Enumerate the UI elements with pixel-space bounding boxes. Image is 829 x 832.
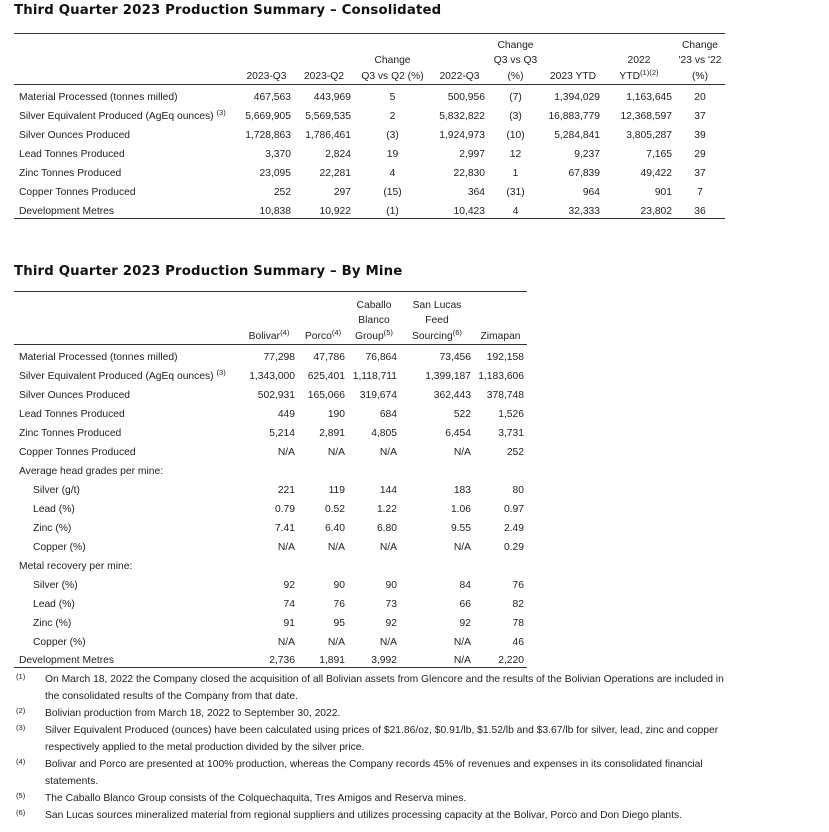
header-blank: [14, 292, 240, 345]
table-cell: 1,399,187: [425, 370, 471, 382]
table-cell: 2.49: [503, 522, 524, 534]
column-header-text: San Lucas: [412, 299, 462, 311]
row-label-text: Silver (g/t): [33, 484, 80, 496]
table-cell: (1): [386, 205, 399, 217]
table-cell: 119: [328, 484, 345, 496]
column-header-text: Feed: [425, 315, 449, 326]
row-label: [14, 104, 239, 123]
footnote-text: On March 18, 2022 the Company closed the acquisition of all Bolivian assets from Glencore and the results of the Bolivian Operations are included in the consolidated results of the Company from that date.: [45, 674, 724, 702]
table-cell: 9,237: [574, 148, 600, 160]
column-header-text: 2023-Q3: [246, 70, 287, 82]
table-row: [14, 123, 725, 142]
column-header-text: 2023-Q2: [303, 70, 345, 82]
table-cell: 3,992: [348, 649, 400, 668]
table-cell: 1,924,973: [439, 129, 485, 141]
table-row: [14, 161, 725, 180]
table-cell: 297: [333, 187, 351, 199]
column-header-text: Zimapan: [480, 330, 521, 342]
table-cell: 77,298: [263, 351, 295, 363]
row-label: [14, 383, 240, 402]
table-cell: 4: [512, 205, 519, 217]
table-cell: 7.41: [274, 522, 295, 534]
row-label-text: Silver Equivalent Produced (AgEq ounces): [19, 110, 214, 122]
footnote-ref: (6): [452, 327, 462, 337]
table-cell: 2,997: [459, 148, 485, 160]
footnote-text: Bolivar and Porco are presented at 100% production, whereas the Company records 45% of revenues and expenses in its consolidated financial statements.: [45, 759, 703, 787]
table-cell: [240, 554, 298, 573]
table-cell: N/A: [327, 541, 345, 553]
table-row: [14, 142, 725, 161]
row-label-text: Zinc (%): [33, 522, 72, 534]
table-cell: 0.52: [324, 503, 345, 515]
table-cell: 684: [379, 408, 397, 420]
table-cell: 76: [333, 598, 345, 610]
consolidated-title: Third Quarter 2023 Production Summary – Consolidated: [14, 3, 442, 18]
table-row: [14, 345, 527, 364]
table-cell: 901: [654, 187, 672, 199]
table-cell: 5,669,905: [245, 110, 291, 122]
table-cell: 80: [512, 484, 524, 496]
table-cell: (7): [509, 91, 522, 103]
footnote-mark: (3): [16, 723, 26, 732]
column-header-text: YTD: [619, 70, 641, 82]
row-label: [14, 85, 239, 104]
column-header-text: Group: [355, 330, 384, 342]
footnote-ref: (3): [216, 367, 226, 377]
table-cell: N/A: [327, 446, 345, 458]
row-label-text: Lead (%): [33, 503, 75, 515]
table-cell: N/A: [400, 649, 474, 668]
table-cell: 1,891: [298, 649, 348, 668]
table-cell: 37: [694, 110, 706, 122]
table-cell: [400, 459, 474, 478]
row-label-text: Copper Tonnes Produced: [19, 187, 136, 199]
table-cell: 364: [467, 187, 485, 199]
column-header: [431, 34, 488, 85]
table-cell: (31): [506, 187, 525, 199]
table-cell: 5: [389, 91, 396, 103]
footnote-mark: (6): [16, 808, 26, 817]
row-label: [14, 459, 240, 478]
row-label-text: Copper (%): [33, 541, 86, 553]
column-header: [488, 34, 543, 85]
footnote: [16, 790, 736, 807]
row-label: [14, 649, 240, 668]
header-blank: [14, 34, 239, 85]
column-header-text: Bolivar: [248, 330, 281, 342]
footnote-text: The Caballo Blanco Group consists of the Colquechaquita, Tres Amigos and Reserva mines.: [45, 793, 467, 804]
footnote-mark: (2): [16, 706, 26, 715]
table-cell: 1,118,711: [352, 370, 397, 382]
footnote-ref: (1)(2): [640, 67, 659, 77]
table-cell: [474, 459, 527, 478]
table-cell: 192,158: [486, 351, 524, 363]
table-cell: 10,423: [453, 205, 485, 217]
table-cell: 625,401: [307, 370, 345, 382]
row-label: [14, 535, 240, 554]
column-header-text: Porco: [304, 330, 332, 342]
table-cell: 29: [694, 148, 706, 160]
table-cell: N/A: [453, 541, 471, 553]
table-cell: N/A: [453, 446, 471, 458]
table-cell: 500,956: [447, 91, 485, 103]
table-cell: 90: [385, 579, 397, 591]
table-cell: 1,728,863: [245, 129, 291, 141]
by-mine-title: Third Quarter 2023 Production Summary – By Mine: [14, 264, 403, 279]
row-label-text: Silver Ounces Produced: [19, 129, 131, 141]
table-cell: 467,563: [253, 91, 291, 103]
table-row: [14, 180, 725, 199]
table-cell: 10,838: [259, 205, 291, 217]
row-label: [14, 180, 239, 199]
table-cell: 144: [379, 484, 397, 496]
footnote-mark: (1): [16, 672, 26, 681]
table-cell: N/A: [453, 636, 471, 648]
table-cell: 67,839: [568, 167, 600, 179]
table-cell: 36: [694, 205, 706, 217]
table-cell: N/A: [277, 446, 295, 458]
table-cell: 1,526: [498, 408, 524, 420]
table-cell: 66: [459, 598, 471, 610]
table-cell: 39: [694, 129, 706, 141]
row-label-text: Material Processed (tonnes milled): [19, 351, 178, 363]
column-header-text: 2023 YTD: [549, 70, 597, 82]
table-cell: 190: [327, 408, 345, 420]
row-label-text: Lead Tonnes Produced: [19, 148, 125, 160]
footnote: [16, 756, 736, 790]
row-label-text: Zinc (%): [33, 617, 72, 629]
row-label-text: Lead Tonnes Produced: [19, 408, 125, 420]
footnote-text: Silver Equivalent Produced (ounces) have been calculated using prices of $21.86/oz, $0.91/lb, $1.52/lb and $3.67/lb for silver, lead, zinc and copper respectively applied to the metal production divided by the silver price.: [45, 725, 719, 753]
table-cell: 12: [509, 148, 522, 160]
column-header-text: (%): [691, 70, 708, 82]
footnote: [16, 807, 736, 824]
table-row: [14, 535, 527, 554]
section-row: [14, 554, 527, 573]
table-cell: 252: [273, 187, 291, 199]
table-cell: 2,220: [474, 649, 527, 668]
row-label-text: Silver Equivalent Produced (AgEq ounces): [19, 370, 214, 382]
table-row: [14, 104, 725, 123]
footnotes: [16, 671, 736, 824]
table-cell: 23,095: [259, 167, 291, 179]
footnote-text: Bolivian production from March 18, 2022 to September 30, 2022.: [45, 708, 341, 719]
table-cell: 502,931: [257, 389, 295, 401]
table-cell: 23,802: [640, 205, 672, 217]
table-cell: 95: [333, 617, 345, 629]
footnote-ref: (5): [383, 327, 393, 337]
table-cell: N/A: [327, 636, 345, 648]
column-header-text: Q3 vs Q3: [493, 55, 538, 66]
row-label-text: Zinc Tonnes Produced: [19, 167, 122, 179]
row-label-text: Silver Ounces Produced: [19, 389, 131, 401]
table-cell: 16,883,779: [548, 110, 600, 122]
row-label-text: Development Metres: [19, 205, 114, 217]
table-cell: [240, 459, 298, 478]
row-label-text: Metal recovery per mine:: [19, 560, 133, 572]
table-cell: 1,786,461: [305, 129, 351, 141]
table-cell: (3): [386, 129, 399, 141]
table-cell: 2: [389, 110, 396, 122]
table-cell: 74: [283, 598, 295, 610]
column-header-text: (%): [507, 70, 524, 82]
row-label: [14, 364, 240, 383]
row-label: [14, 516, 240, 535]
row-label: [14, 592, 240, 611]
column-header: [348, 292, 400, 345]
footnote: [16, 671, 736, 705]
table-row: [14, 516, 527, 535]
table-cell: 82: [512, 598, 524, 610]
table-row: [14, 440, 527, 459]
row-label-text: Average head grades per mine:: [19, 465, 164, 477]
table-cell: 92: [283, 579, 295, 591]
table-row: [14, 364, 527, 383]
table-cell: 5,832,822: [439, 110, 485, 122]
row-label: [14, 630, 240, 649]
row-label-text: Copper (%): [33, 636, 86, 648]
table-cell: 0.97: [503, 503, 524, 515]
column-header: [400, 292, 474, 345]
column-header: [298, 292, 348, 345]
table-cell: 90: [333, 579, 345, 591]
table-cell: (10): [506, 129, 525, 141]
footnote-ref: (4): [331, 327, 342, 337]
row-label-text: Copper Tonnes Produced: [19, 446, 136, 458]
column-header-text: '23 vs '22: [678, 55, 722, 66]
header-row: [14, 34, 725, 85]
column-header: [294, 34, 354, 85]
table-cell: 449: [277, 408, 295, 420]
footnote-ref: (4): [280, 327, 290, 337]
table-cell: N/A: [277, 541, 295, 553]
table-cell: 9.55: [450, 522, 471, 534]
column-header-text: 2022: [627, 55, 651, 66]
row-label: [14, 142, 239, 161]
table-cell: 2,736: [240, 649, 298, 668]
table-cell: [400, 554, 474, 573]
table-cell: 1: [512, 167, 519, 179]
column-header: [543, 34, 603, 85]
row-label: [14, 161, 239, 180]
row-label: [14, 478, 240, 497]
table-cell: 4,805: [371, 427, 397, 439]
table-cell: 319,674: [359, 389, 397, 401]
footnote-ref: (3): [216, 107, 226, 117]
table-row: [14, 421, 527, 440]
table-cell: 91: [283, 617, 295, 629]
row-label-text: Silver (%): [33, 579, 78, 591]
table-cell: [474, 554, 527, 573]
column-header-text: Q3 vs Q2 (%): [361, 70, 424, 82]
column-header: [603, 34, 675, 85]
table-cell: 1,343,000: [249, 370, 295, 382]
table-cell: 0.29: [503, 541, 524, 553]
table-cell: N/A: [379, 541, 397, 553]
column-header: [675, 34, 725, 85]
row-label: [14, 345, 240, 364]
table-cell: 47,786: [313, 351, 345, 363]
table-cell: 165,066: [307, 389, 345, 401]
table-cell: 3,805,287: [626, 129, 672, 141]
row-label: [14, 611, 240, 630]
table-cell: 2,891: [319, 427, 345, 439]
section-row: [14, 459, 527, 478]
table-cell: 1,163,645: [626, 91, 672, 103]
column-header-text: Change: [497, 39, 534, 51]
row-label-text: Zinc Tonnes Produced: [19, 427, 122, 439]
table-cell: 252: [506, 446, 524, 458]
table-row: [14, 592, 527, 611]
table-cell: 378,748: [486, 389, 524, 401]
column-header: [474, 292, 527, 345]
table-row: [14, 630, 527, 649]
table-cell: [348, 554, 400, 573]
row-label: [14, 554, 240, 573]
column-header-text: Sourcing: [412, 330, 453, 342]
row-label: [14, 440, 240, 459]
column-header-text: 2022-Q3: [439, 70, 480, 82]
row-label: [14, 573, 240, 592]
table-cell: 221: [277, 484, 295, 496]
table-cell: N/A: [277, 636, 295, 648]
table-cell: 5,569,535: [305, 110, 351, 122]
row-label: [14, 199, 239, 218]
row-label: [14, 421, 240, 440]
table-row: [14, 383, 527, 402]
table-cell: 22,281: [319, 167, 351, 179]
table-cell: 362,443: [433, 389, 471, 401]
table-cell: 20: [694, 91, 706, 103]
table-row: [14, 649, 527, 668]
column-header: [239, 34, 294, 85]
column-header-text: Blanco: [358, 315, 390, 326]
consolidated-table: [14, 33, 725, 219]
table-cell: 183: [453, 484, 471, 496]
table-cell: 76,864: [365, 351, 397, 363]
table-cell: (3): [509, 110, 522, 122]
table-cell: 6.80: [376, 522, 397, 534]
table-cell: 964: [582, 187, 600, 199]
table-cell: 5,284,841: [554, 129, 600, 141]
table-cell: 6,454: [445, 427, 471, 439]
table-cell: 1,394,029: [554, 91, 600, 103]
footnote-text: San Lucas sources mineralized material from regional suppliers and utilizes processing capacity at the Bolivar, Porco and Don Diego plants.: [45, 810, 683, 821]
table-cell: 3,370: [265, 148, 291, 160]
by-mine-table: [14, 291, 527, 668]
table-cell: 22,830: [453, 167, 485, 179]
table-cell: 49,422: [640, 167, 672, 179]
table-cell: 0.79: [274, 503, 295, 515]
table-cell: 4: [389, 167, 396, 179]
row-label: [14, 123, 239, 142]
table-cell: 522: [453, 408, 471, 420]
column-header-text: Caballo: [356, 299, 392, 311]
table-cell: 5,214: [269, 427, 295, 439]
table-cell: 92: [385, 617, 397, 629]
table-cell: [298, 459, 348, 478]
footnote: [16, 705, 736, 722]
table-cell: 443,969: [313, 91, 351, 103]
column-header-text: Change: [681, 39, 719, 51]
row-label-text: Lead (%): [33, 598, 75, 610]
footnote-mark: (4): [16, 757, 26, 766]
table-row: [14, 573, 527, 592]
row-label-text: Material Processed (tonnes milled): [19, 91, 178, 103]
table-cell: 3,731: [498, 427, 524, 439]
table-cell: 19: [386, 148, 399, 160]
table-cell: N/A: [379, 446, 397, 458]
table-row: [14, 199, 725, 218]
table-cell: 37: [694, 167, 706, 179]
table-cell: 1,183,606: [478, 370, 524, 382]
table-cell: 78: [512, 617, 524, 629]
table-cell: 7: [697, 187, 703, 199]
row-label: [14, 402, 240, 421]
table-cell: 92: [459, 617, 471, 629]
column-header: [240, 292, 298, 345]
footnote: [16, 722, 736, 756]
footnote-mark: (5): [16, 791, 26, 800]
table-cell: [348, 459, 400, 478]
table-row: [14, 85, 725, 104]
column-header-text: Change: [374, 55, 411, 66]
table-cell: 7,165: [646, 148, 672, 160]
table-row: [14, 497, 527, 516]
table-cell: 1.22: [376, 503, 397, 515]
header-row: [14, 292, 527, 345]
table-cell: (15): [383, 187, 402, 199]
table-cell: 76: [512, 579, 524, 591]
table-cell: 6.40: [324, 522, 345, 534]
table-cell: [298, 554, 348, 573]
column-header: [354, 34, 431, 85]
table-cell: 1.06: [450, 503, 471, 515]
table-row: [14, 402, 527, 421]
row-label-text: Development Metres: [19, 655, 114, 666]
table-cell: 10,922: [319, 205, 351, 217]
table-cell: 46: [512, 636, 524, 648]
table-cell: 73: [385, 598, 397, 610]
table-cell: 73,456: [439, 351, 471, 363]
table-cell: 32,333: [568, 205, 600, 217]
table-cell: N/A: [379, 636, 397, 648]
table-row: [14, 478, 527, 497]
table-cell: 2,824: [325, 148, 351, 160]
table-cell: 84: [459, 579, 471, 591]
row-label: [14, 497, 240, 516]
table-cell: 12,368,597: [620, 110, 672, 122]
table-row: [14, 611, 527, 630]
